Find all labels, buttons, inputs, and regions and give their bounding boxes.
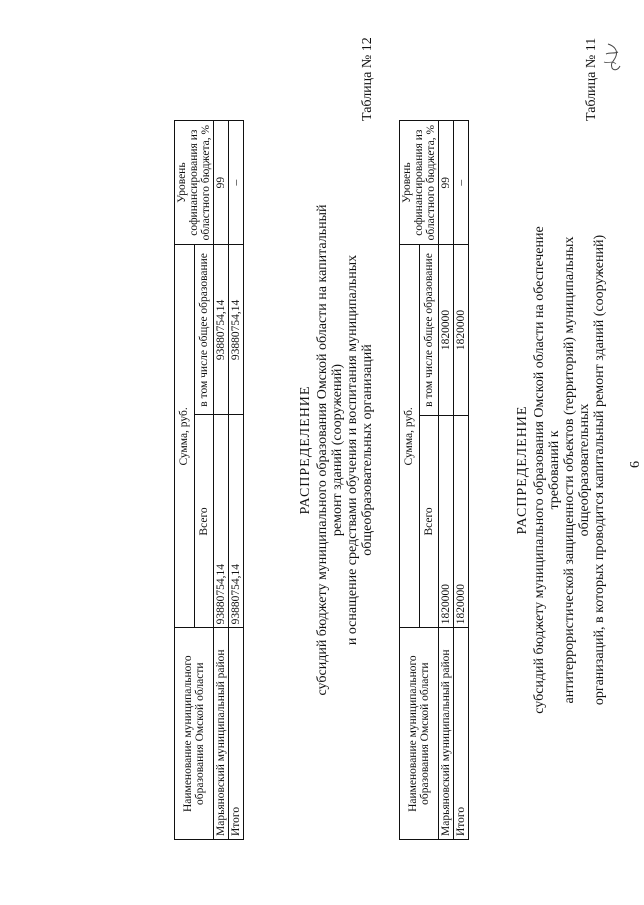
table-11-heading	[515, 210, 607, 730]
table-header-row	[400, 121, 420, 840]
cell-level: –	[229, 121, 244, 245]
table-row	[214, 121, 229, 840]
table-row	[439, 121, 454, 840]
cell-incl: 1820000	[439, 245, 454, 415]
cell-incl: 1820000	[454, 245, 469, 415]
header-level: Уровень софинансирования из областного бюджета, %	[175, 121, 214, 245]
header-name: Наименование муниципального образования Омской области	[400, 628, 439, 840]
header-total: Всего	[194, 415, 214, 628]
header-total: Всего	[419, 415, 439, 628]
cell-total: 93880754,14	[229, 415, 244, 628]
page-number: 6	[628, 461, 643, 468]
header-name: Наименование муниципального образования Омской области	[175, 628, 214, 840]
cell-total: 1820000	[439, 415, 454, 628]
cell-incl: 93880754,14	[229, 245, 244, 415]
table-11-number: Таблица № 11	[584, 37, 599, 121]
cell-incl: 93880754,14	[214, 245, 229, 415]
table-11-subtitle-line: организаций, в которых проводится капитальный ремонт зданий (сооружений)	[592, 234, 607, 706]
table-12-subtitle-line: субсидий бюджету муниципального образования Омской области на капитальный ремонт зданий (сооружений)	[315, 204, 345, 696]
cell-total: 93880754,14	[214, 415, 229, 628]
cell-name: Марьяновский муниципальный район	[214, 628, 229, 840]
table-12-heading	[298, 190, 375, 710]
cell-level: 99	[439, 121, 454, 245]
cell-level: 99	[214, 121, 229, 245]
header-incl: в том числе общее образование	[419, 245, 439, 415]
header-incl: в том числе общее образование	[194, 245, 214, 415]
table-row	[229, 121, 244, 840]
table-row	[454, 121, 469, 840]
cell-name: Марьяновский муниципальный район	[439, 628, 454, 840]
header-level: Уровень софинансирования из областного бюджета, %	[400, 121, 439, 245]
table-12-number: Таблица № 12	[360, 37, 375, 121]
header-sum: Сумма, руб.	[175, 245, 195, 628]
table-header-row	[175, 121, 195, 840]
table-11-title: РАСПРЕДЕЛЕНИЕ	[515, 405, 530, 535]
table-11-subtitle-line: антитеррористической защищенности объектов (территорий) муниципальных общеобразовательных	[562, 236, 592, 704]
table-11-subtitle-line: субсидий бюджету муниципального образования Омской области на обеспечение требований к	[532, 226, 562, 714]
cell-level: –	[454, 121, 469, 245]
cell-total: 1820000	[454, 415, 469, 628]
signature-mark	[600, 40, 626, 74]
table-12-title: РАСПРЕДЕЛЕНИЕ	[298, 385, 313, 515]
cell-name: Итого	[454, 628, 469, 840]
table-12	[174, 120, 244, 840]
table-11	[399, 120, 469, 840]
header-sum: Сумма, руб.	[400, 245, 420, 628]
cell-name: Итого	[229, 628, 244, 840]
table-12-subtitle-line: и оснащение средствами обучения и воспитания муниципальных общеобразовательных организаций	[345, 254, 375, 646]
